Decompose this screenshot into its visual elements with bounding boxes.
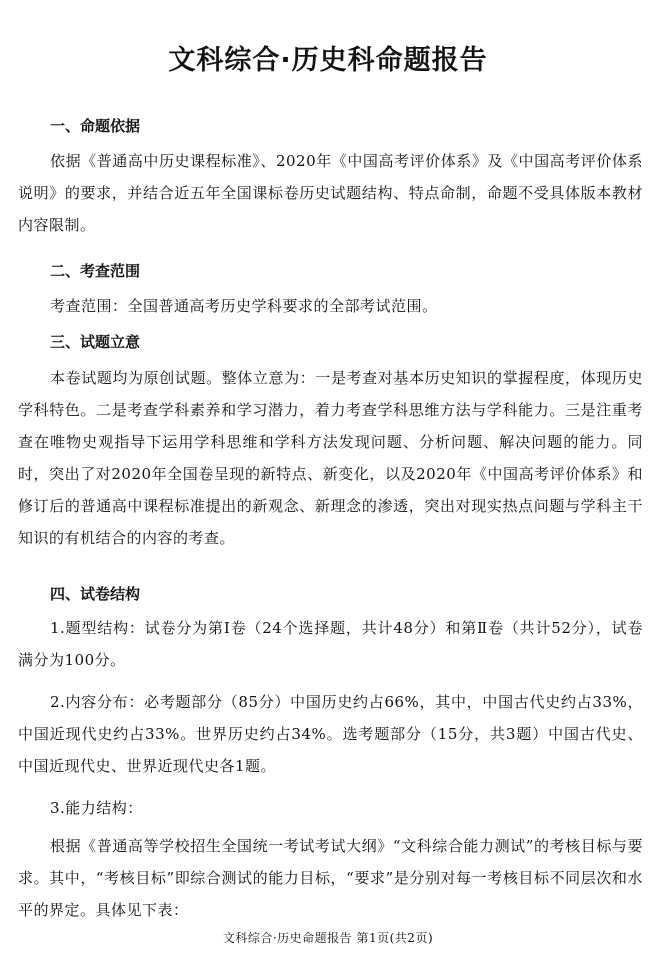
paragraph-content-distribution: 2.内容分布：必考题部分（85分）中国历史约占66%，其中，中国古代史约占33%，中国近现代史约占33%。世界历史约占34%。选考题部分（15分，共3题）中国古代史、中国近现代史、世界近现代史各1题。 xyxy=(18,693,643,775)
section-heading-basis: 一、命题依据 xyxy=(50,117,141,135)
paragraph-scope: 考查范围：全国普通高考历史学科要求的全部考试范围。 xyxy=(50,297,438,315)
section-heading-scope: 二、考查范围 xyxy=(50,262,141,280)
paragraph-question-types: 1.题型结构：试卷分为第Ⅰ卷（24个选择题，共计48分）和第Ⅱ卷（共计52分），试卷满分为100分。 xyxy=(18,619,643,669)
paragraph-basis: 依据《普通高中历史课程标准》、2020年《中国高考评价体系》及《中国高考评价体系说明》的要求，并结合近五年全国课标卷历史试题结构、特点命制，命题不受具体版本教材内容限制。 xyxy=(18,152,643,234)
page-title: 文科综合·历史科命题报告 xyxy=(168,45,488,76)
paragraph-intent: 本卷试题均为原创试题。整体立意为：一是考查对基本历史知识的掌握程度，体现历史学科特色。二是考查学科素养和学习潜力，着力考查学科思维方法与学科能力。三是注重考查在唯物史观指导下运用学科思维和学科方法发现问题、分析问题、解决问题的能力。同时，突出了对2020年全国卷呈现的新特点、新变化，以及2020年《中国高考评价体系》和修订后的普通高中课程标准提出的新观念、新理念的渗透，突出对现实热点问题与学科主干知识的有机结合的内容的考查。 xyxy=(18,369,643,547)
paragraph-exam-outline: 根据《普通高等学校招生全国统一考试考试大纲》“文科综合能力测试”的考核目标与要求。其中，“考核目标”即综合测试的能力目标，“要求”是分别对每一考核目标不同层次和水平的界定。具体见下表： xyxy=(18,837,643,919)
section-heading-structure: 四、试卷结构 xyxy=(50,585,141,603)
page-footer: 文科综合·历史命题报告 第1页(共2页) xyxy=(222,931,434,945)
section-heading-intent: 三、试题立意 xyxy=(50,333,141,351)
paragraph-ability-structure: 3.能力结构： xyxy=(50,799,143,817)
